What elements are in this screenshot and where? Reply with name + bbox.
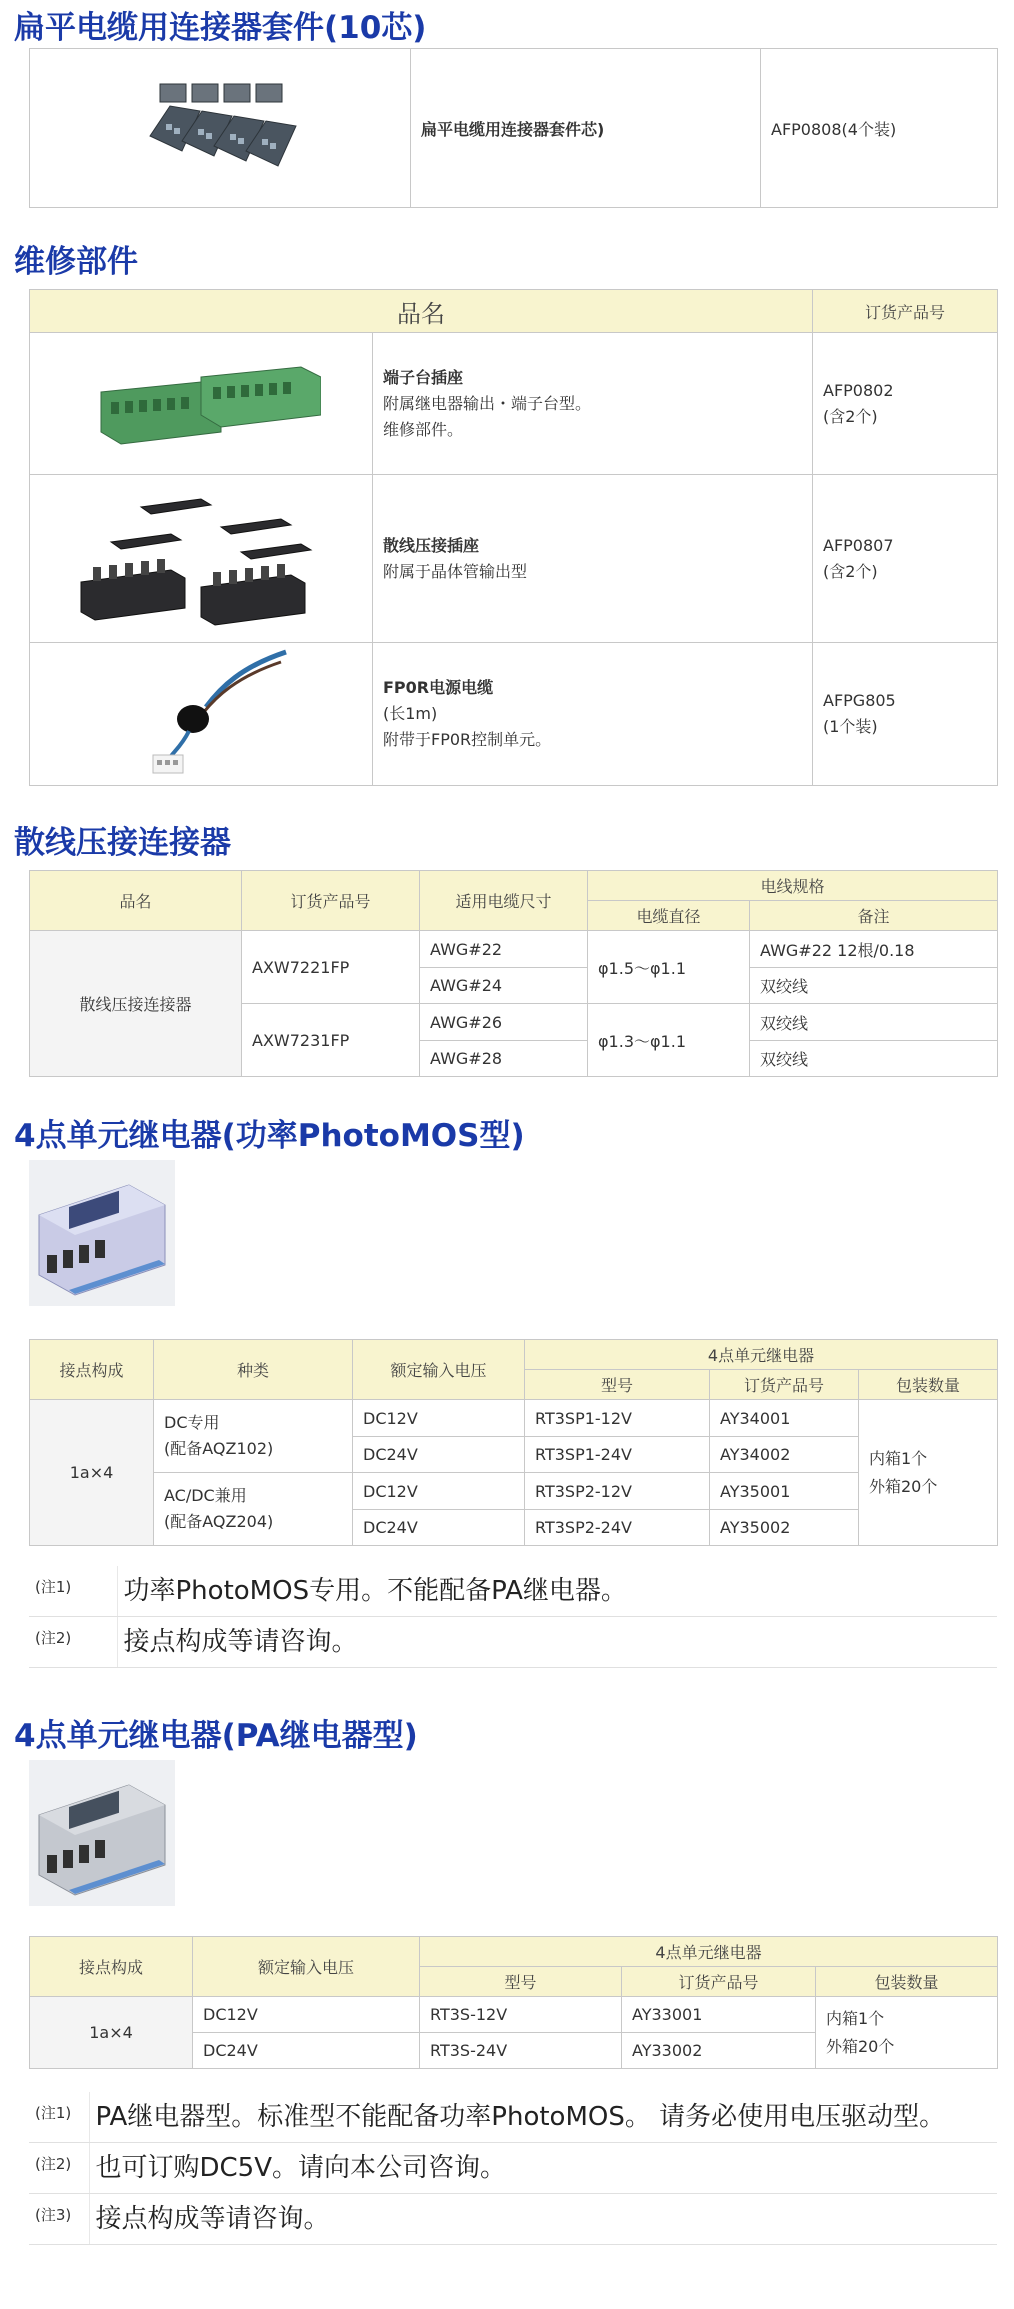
col-header-order: 订货产品号 <box>242 871 420 931</box>
table-row <box>30 1997 998 2033</box>
col-header-pack: 包装数量 <box>859 1370 998 1400</box>
table-row <box>30 643 998 786</box>
voltage-cell: DC12V <box>353 1473 525 1510</box>
kind-cell <box>154 1400 353 1473</box>
col-header-name: 品名 <box>30 290 813 333</box>
power-cable-image <box>30 643 373 786</box>
kind-cell <box>154 1473 353 1546</box>
note-text: 接点构成等请咨询。 <box>89 2194 997 2245</box>
pack-cell <box>816 1997 998 2069</box>
section-title-pa-relay: 4点单元继电器(PA继电器型) <box>14 1718 418 1754</box>
col-header-model: 型号 <box>525 1370 710 1400</box>
note-label: (注3) <box>29 2194 89 2245</box>
note-label: (注2) <box>29 2143 89 2194</box>
note-row <box>29 2194 997 2245</box>
part-name: 端子台插座 <box>383 367 464 387</box>
contact-cell: 1a×4 <box>30 1997 193 2069</box>
order-number-cell: AY35001 <box>710 1473 859 1510</box>
part-name: 散线压接插座 <box>383 535 480 555</box>
model-cell: RT3SP2-12V <box>525 1473 710 1510</box>
cable-size-cell: AWG#22 <box>420 931 588 968</box>
col-header-voltage: 额定输入电压 <box>193 1937 420 1997</box>
flat-cable-kit-table <box>29 48 998 208</box>
note-cell: AWG#22 12根/0.18 <box>750 931 998 968</box>
voltage-cell: DC24V <box>353 1510 525 1546</box>
flat-cable-kit-name: 扁平电缆用连接器套件芯) <box>411 49 761 208</box>
table-row <box>30 333 998 475</box>
col-header-order: 订货产品号 <box>710 1370 859 1400</box>
col-header-kind: 种类 <box>154 1340 353 1400</box>
part-desc: 附带于FP0R控制单元。 <box>383 730 552 749</box>
pack-inner: 内箱1个 <box>826 2008 885 2028</box>
note-cell: 双绞线 <box>750 1004 998 1041</box>
voltage-cell: DC12V <box>353 1400 525 1437</box>
contact-cell: 1a×4 <box>30 1400 154 1546</box>
note-label: (注1) <box>29 2092 89 2143</box>
col-header-order: 订货产品号 <box>622 1967 816 1997</box>
pack-outer: 外箱20个 <box>826 2036 895 2056</box>
order-number-cell: AY35002 <box>710 1510 859 1546</box>
pack-cell <box>859 1400 998 1546</box>
note-text: PA继电器型。标准型不能配备功率PhotoMOS。 请务必使用电压驱动型。 <box>89 2092 997 2143</box>
part-quantity: (1个装) <box>823 717 878 736</box>
maintenance-parts-table <box>29 289 998 786</box>
table-row <box>30 931 998 968</box>
note-label: (注2) <box>29 1617 117 1668</box>
kind-label: DC专用 <box>164 1413 220 1432</box>
pack-inner: 内箱1个 <box>869 1448 928 1468</box>
table-row <box>30 1473 998 1510</box>
col-header-diameter: 电缆直径 <box>588 901 750 931</box>
pack-outer: 外箱20个 <box>869 1476 938 1496</box>
section-title-photomos-relay: 4点单元继电器(功率PhotoMOS型) <box>14 1118 525 1154</box>
cable-size-cell: AWG#26 <box>420 1004 588 1041</box>
note-text: 也可订购DC5V。请向本公司咨询。 <box>89 2143 997 2194</box>
model-cell: RT3S-12V <box>420 1997 622 2033</box>
order-number-cell: AXW7231FP <box>242 1004 420 1077</box>
order-number-cell: AY33002 <box>622 2033 816 2069</box>
col-header-spec: 电线规格 <box>588 871 998 901</box>
col-header-contact: 接点构成 <box>30 1340 154 1400</box>
part-desc: 维修部件。 <box>383 419 464 439</box>
voltage-cell: DC12V <box>193 1997 420 2033</box>
pa-relay-notes <box>29 2092 997 2245</box>
note-text: 功率PhotoMOS专用。不能配备PA继电器。 <box>117 1566 997 1617</box>
model-cell: RT3SP1-24V <box>525 1437 710 1473</box>
model-cell: RT3SP1-12V <box>525 1400 710 1437</box>
order-number-cell: AY34001 <box>710 1400 859 1437</box>
crimp-socket-picture <box>71 487 331 627</box>
kind-sub-label: (配备AQZ102) <box>164 1439 274 1458</box>
photomos-relay-image <box>29 1160 175 1306</box>
part-order-number: AFP0807 <box>823 535 894 555</box>
terminal-socket-picture <box>81 352 321 452</box>
pa-relay-image <box>29 1760 175 1906</box>
table-row <box>30 475 998 643</box>
part-name: FP0R电源电缆 <box>383 678 494 697</box>
crimp-socket-image <box>30 475 373 643</box>
pa-relay-picture <box>29 1760 175 1906</box>
part-quantity: (含2个) <box>823 561 878 581</box>
model-cell: RT3S-24V <box>420 2033 622 2069</box>
connector-name-cell: 散线压接连接器 <box>30 931 242 1077</box>
note-label: (注1) <box>29 1566 117 1617</box>
col-header-model: 型号 <box>420 1967 622 1997</box>
voltage-cell: DC24V <box>353 1437 525 1473</box>
cable-size-cell: AWG#24 <box>420 968 588 1004</box>
note-row <box>29 1566 997 1617</box>
kind-sub-label: (配备AQZ204) <box>164 1512 274 1531</box>
table-row <box>30 1400 998 1437</box>
kind-label: AC/DC兼用 <box>164 1486 247 1505</box>
part-quantity: (含2个) <box>823 406 878 426</box>
note-cell: 双绞线 <box>750 968 998 1004</box>
col-header-relay-group: 4点单元继电器 <box>420 1937 998 1967</box>
order-number-cell: AY34002 <box>710 1437 859 1473</box>
crimp-connector-table <box>29 870 998 1077</box>
flat-cable-kit-order: AFP0808(4个装) <box>761 49 998 208</box>
order-number-cell: AXW7221FP <box>242 931 420 1004</box>
terminal-socket-image <box>30 333 373 475</box>
part-order-number: AFPG805 <box>823 691 896 710</box>
col-header-voltage: 额定输入电压 <box>353 1340 525 1400</box>
col-header-pack: 包装数量 <box>816 1967 998 1997</box>
col-header-size: 适用电缆尺寸 <box>420 871 588 931</box>
photomos-notes <box>29 1566 997 1668</box>
section-title-flat-cable-kit: 扁平电缆用连接器套件(10芯) <box>14 10 427 46</box>
photomos-relay-table <box>29 1339 998 1546</box>
model-cell: RT3SP2-24V <box>525 1510 710 1546</box>
power-cable-picture <box>111 647 291 777</box>
part-desc: 附属于晶体管输出型 <box>383 561 528 581</box>
note-cell: 双绞线 <box>750 1041 998 1077</box>
note-row <box>29 2092 997 2143</box>
col-header-relay-group: 4点单元继电器 <box>525 1340 998 1370</box>
section-title-crimp-connector: 散线压接连接器 <box>14 825 231 861</box>
order-number-cell: AY33001 <box>622 1997 816 2033</box>
cable-size-cell: AWG#28 <box>420 1041 588 1077</box>
note-row <box>29 2143 997 2194</box>
part-order-number: AFP0802 <box>823 380 894 400</box>
flat-cable-connector-image <box>30 49 411 208</box>
part-desc: 附属继电器输出・端子台型。 <box>383 393 592 413</box>
photomos-relay-picture <box>29 1160 175 1306</box>
flat-cable-connector-picture <box>120 66 320 186</box>
section-title-maintenance-parts: 维修部件 <box>14 244 138 280</box>
diameter-cell: φ1.5～φ1.1 <box>588 931 750 1004</box>
diameter-cell: φ1.3～φ1.1 <box>588 1004 750 1077</box>
col-header-contact: 接点构成 <box>30 1937 193 1997</box>
voltage-cell: DC24V <box>193 2033 420 2069</box>
col-header-order: 订货产品号 <box>813 290 998 333</box>
note-row <box>29 1617 997 1668</box>
part-desc: (长1m) <box>383 704 438 723</box>
col-header-name: 品名 <box>30 871 242 931</box>
col-header-note: 备注 <box>750 901 998 931</box>
note-text: 接点构成等请咨询。 <box>117 1617 997 1668</box>
pa-relay-table <box>29 1936 998 2069</box>
